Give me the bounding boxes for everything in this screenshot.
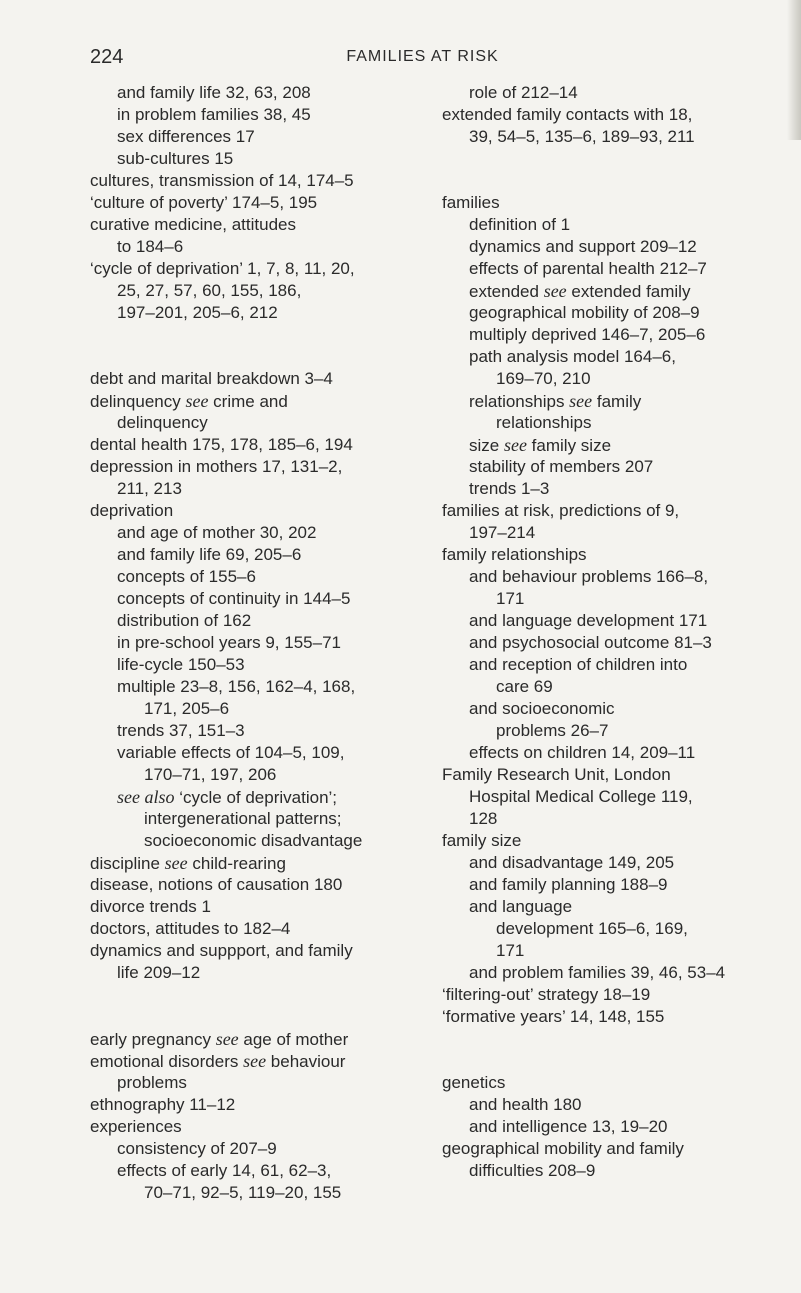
index-entry: ‘cycle of deprivation’ 1, 7, 8, 11, 20, <box>90 259 355 278</box>
index-entry: family size <box>442 831 522 850</box>
index-entry: disease, notions of causation 180 <box>90 875 343 894</box>
index-subentry: relationships see family <box>469 391 642 411</box>
index-subentry: path analysis model 164–6, <box>469 347 676 366</box>
index-subentry: distribution of 162 <box>117 611 252 630</box>
index-entry: genetics <box>442 1073 506 1092</box>
index-subentry: 171 <box>496 941 525 960</box>
index-entry: emotional disorders see behaviour <box>90 1051 346 1071</box>
index-entry: ‘culture of poverty’ 174–5, 195 <box>90 193 318 212</box>
index-subentry: and family planning 188–9 <box>469 875 668 894</box>
index-entry: ‘filtering-out’ strategy 18–19 <box>442 985 651 1004</box>
index-subentry: trends 37, 151–3 <box>117 721 245 740</box>
index-subentry: life-cycle 150–53 <box>117 655 245 674</box>
index-subentry: and family life 69, 205–6 <box>117 545 302 564</box>
index-subentry: 169–70, 210 <box>496 369 591 388</box>
index-subentry: effects of early 14, 61, 62–3, <box>117 1161 332 1180</box>
index-subentry: life 209–12 <box>117 963 201 982</box>
index-entry: doctors, attitudes to 182–4 <box>90 919 291 938</box>
index-entry: debt and marital breakdown 3–4 <box>90 369 333 388</box>
index-subentry: to 184–6 <box>117 237 184 256</box>
index-subentry: and intelligence 13, 19–20 <box>469 1117 668 1136</box>
index-subentry: 197–214 <box>469 523 536 542</box>
index-subentry: see also ‘cycle of deprivation’; <box>117 787 338 807</box>
index-subentry: Hospital Medical College 119, <box>469 787 693 806</box>
index-subentry: 70–71, 92–5, 119–20, 155 <box>144 1183 342 1202</box>
index-subentry: problems 26–7 <box>496 721 609 740</box>
index-entry: divorce trends 1 <box>90 897 211 916</box>
index-subentry: 171 <box>496 589 525 608</box>
section-gap <box>442 1028 762 1072</box>
index-subentry: effects on children 14, 209–11 <box>469 743 696 762</box>
index-subentry: sex differences 17 <box>117 127 255 146</box>
index-subentry: development 165–6, 169, <box>496 919 688 938</box>
index-entry: families at risk, predictions of 9, <box>442 501 680 520</box>
index-subentry: and reception of children into <box>469 655 688 674</box>
index-column-right <box>442 82 762 1182</box>
index-subentry: consistency of 207–9 <box>117 1139 277 1158</box>
index-subentry: multiple 23–8, 156, 162–4, 168, <box>117 677 356 696</box>
index-subentry: 170–71, 197, 206 <box>144 765 277 784</box>
index-entry: geographical mobility and family <box>442 1139 684 1158</box>
index-subentry: 197–201, 205–6, 212 <box>117 303 278 322</box>
index-subentry: intergenerational patterns; <box>144 809 342 828</box>
index-entry: experiences <box>90 1117 182 1136</box>
index-subentry: 25, 27, 57, 60, 155, 186, <box>117 281 302 300</box>
index-entry: deprivation <box>90 501 174 520</box>
running-title: FAMILIES AT RISK <box>346 48 499 65</box>
index-entry: delinquency see crime and <box>90 391 288 411</box>
index-subentry: dynamics and support 209–12 <box>469 237 697 256</box>
index-subentry: multiply deprived 146–7, 205–6 <box>469 325 706 344</box>
index-subentry: trends 1–3 <box>469 479 550 498</box>
index-entry: discipline see child-rearing <box>90 853 286 873</box>
index-subentry: delinquency <box>117 413 208 432</box>
index-column-left <box>90 82 410 1204</box>
index-entry: ‘formative years’ 14, 148, 155 <box>442 1007 665 1026</box>
index-subentry: effects of parental health 212–7 <box>469 259 707 278</box>
index-entry: extended family contacts with 18, <box>442 105 693 124</box>
index-subentry: in pre-school years 9, 155–71 <box>117 633 341 652</box>
index-subentry: sub-cultures 15 <box>117 149 234 168</box>
index-subentry: definition of 1 <box>469 215 571 234</box>
index-subentry: extended see extended family <box>469 281 691 301</box>
index-subentry: 128 <box>469 809 498 828</box>
page-header <box>90 46 755 76</box>
index-entry: early pregnancy see age of mother <box>90 1029 349 1049</box>
index-subentry: problems <box>117 1073 187 1092</box>
index-subentry: and family life 32, 63, 208 <box>117 83 311 102</box>
index-subentry: socioeconomic disadvantage <box>144 831 363 850</box>
index-subentry: variable effects of 104–5, 109, <box>117 743 345 762</box>
index-subentry: difficulties 208–9 <box>469 1161 596 1180</box>
index-subentry: and language <box>469 897 573 916</box>
section-gap <box>442 148 762 192</box>
index-subentry: concepts of 155–6 <box>117 567 256 586</box>
index-entry: curative medicine, attitudes <box>90 215 296 234</box>
index-subentry: care 69 <box>496 677 553 696</box>
index-subentry: and problem families 39, 46, 53–4 <box>469 963 726 982</box>
index-entry: dental health 175, 178, 185–6, 194 <box>90 435 353 454</box>
index-subentry: relationships <box>496 413 592 432</box>
index-subentry: 171, 205–6 <box>144 699 230 718</box>
index-subentry: and psychosocial outcome 81–3 <box>469 633 712 652</box>
index-subentry: and behaviour problems 166–8, <box>469 567 709 586</box>
section-gap <box>90 324 410 368</box>
index-subentry: 211, 213 <box>117 479 182 498</box>
index-subentry: and health 180 <box>469 1095 582 1114</box>
section-gap <box>90 984 410 1028</box>
index-subentry: and socioeconomic <box>469 699 615 718</box>
index-entry: depression in mothers 17, 131–2, <box>90 457 343 476</box>
index-entry: families <box>442 193 500 212</box>
index-entry: family relationships <box>442 545 587 564</box>
index-subentry: concepts of continuity in 144–5 <box>117 589 351 608</box>
index-subentry: and language development 171 <box>469 611 708 630</box>
index-subentry: in problem families 38, 45 <box>117 105 311 124</box>
index-entry: cultures, transmission of 14, 174–5 <box>90 171 354 190</box>
index-entry: Family Research Unit, London <box>442 765 671 784</box>
index-entry: ethnography 11–12 <box>90 1095 236 1114</box>
index-subentry: 39, 54–5, 135–6, 189–93, 211 <box>469 127 695 146</box>
index-subentry: geographical mobility of 208–9 <box>469 303 700 322</box>
page-edge-shadow <box>787 0 801 140</box>
index-subentry: and disadvantage 149, 205 <box>469 853 675 872</box>
index-subentry: and age of mother 30, 202 <box>117 523 317 542</box>
index-entry: dynamics and suppport, and family <box>90 941 353 960</box>
page-number: 224 <box>90 46 124 68</box>
index-subentry: size see family size <box>469 435 612 455</box>
index-subentry: role of 212–14 <box>469 83 578 102</box>
index-subentry: stability of members 207 <box>469 457 654 476</box>
